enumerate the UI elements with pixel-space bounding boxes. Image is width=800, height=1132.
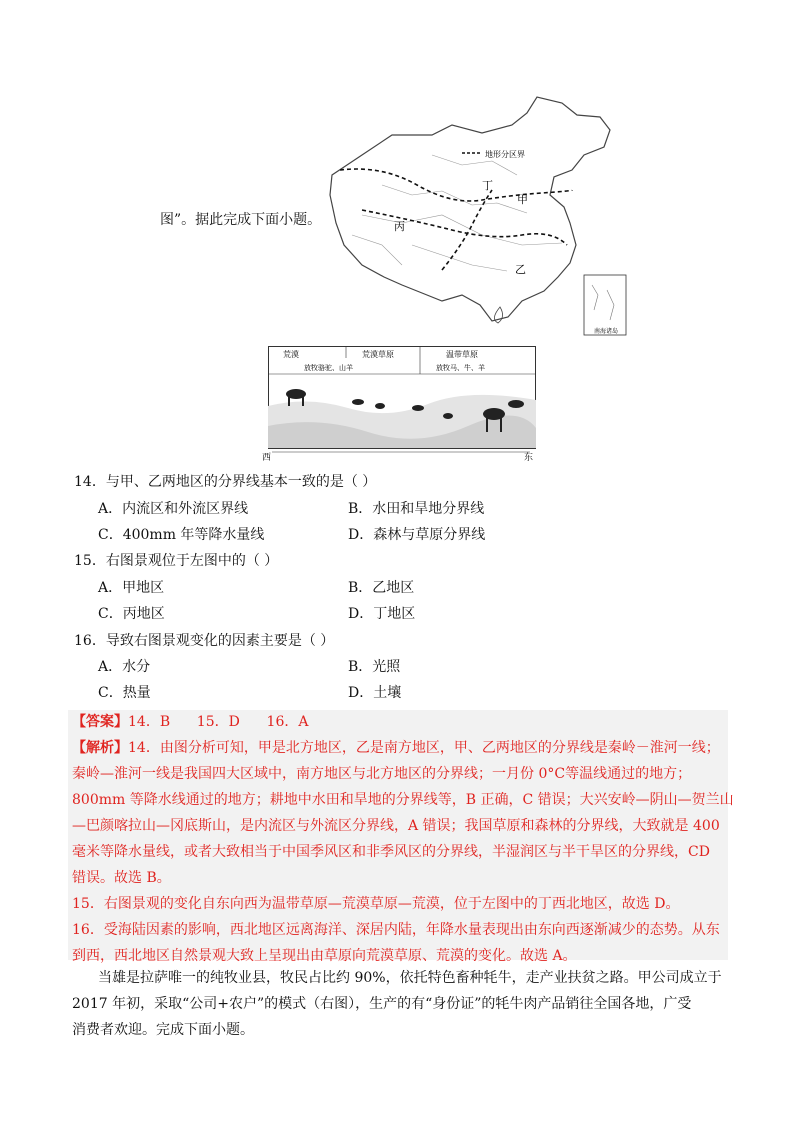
q16-option-d: D．土壤: [348, 685, 402, 701]
answer-line: [72, 709, 308, 735]
analysis-line-9: 到西，西北地区自然景观大致上呈现出由草原向荒漠草原、荒漠的变化。故选 A。: [72, 948, 577, 964]
q15-option-c: C．丙地区: [98, 606, 165, 622]
question-14-stem: 14．与甲、乙两地区的分界线基本一致的是（ ）: [74, 474, 377, 490]
label-bing: 丙: [394, 220, 405, 233]
analysis-line-1: 【解析】14．由图分析可知，甲是北方地区，乙是南方地区，甲、乙两地区的分界线是秦岭－淮河一线；: [72, 740, 720, 756]
q14-option-c: C．400mm 年等降水量线: [98, 527, 265, 543]
q14-option-a: A．内流区和外流区界线: [98, 501, 249, 517]
q14-option-d: D．森林与草原分界线: [348, 527, 486, 543]
analysis-line-2: 秦岭—淮河一线是我国四大区域中，南方地区与北方地区的分界线；一月份 0°C等温线通过的地方；: [72, 766, 692, 782]
landscape-diagram: [268, 346, 536, 454]
zone-desert: 荒漠: [283, 350, 299, 359]
passage-line-3: 消费者欢迎。完成下面小题。: [72, 1022, 254, 1038]
analysis-line-5: 毫米等降水量线，或者大致相当于中国季风区和非季风区的分界线，半湿润区与半干旱区的分界线，CD: [72, 844, 710, 860]
direction-east: 东: [524, 453, 534, 463]
zone-desert-steppe: 荒漠草原: [362, 350, 394, 359]
q15-option-b: B．乙地区: [348, 580, 415, 596]
q15-option-a: A．甲地区: [98, 580, 165, 596]
analysis-tag: 【解析】: [72, 740, 128, 756]
direction-west: 西: [262, 453, 272, 463]
q16-option-a: A．水分: [98, 659, 151, 675]
analysis-line-3: 800mm 等降水线通过的地方；耕地中水田和旱地的分界线等，B 正确，C 错误；大兴安岭—阴山—贺兰山: [72, 792, 734, 808]
question-16-stem: 16．导致右图景观变化的因素主要是（ ）: [74, 633, 335, 649]
label-yi: 乙: [515, 263, 526, 276]
map-legend: 地形分区界: [485, 150, 525, 159]
analysis-line-4: —巴颜喀拉山—冈底斯山，是内流区与外流区分界线，A 错误；我国草原和森林的分界线，大致就是 400: [72, 818, 720, 834]
herd-desert: 放牧骆驼、山羊: [304, 364, 353, 372]
analysis-line-8: 16．受海陆因素的影响，西北地区远离海洋、深居内陆，年降水量表现出由东向西逐渐减少的态势。从东: [72, 922, 720, 938]
question-15-stem: 15．右图景观位于左图中的（ ）: [74, 553, 279, 569]
passage-line-1: 当雄是拉萨唯一的纯牧业县，牧民占比约 90%，依托特色畜种牦牛，走产业扶贫之路。甲公司成立于: [98, 970, 722, 986]
q16-option-c: C．热量: [98, 685, 151, 701]
answer-tag: 【答案】: [72, 714, 128, 730]
herd-steppe: 放牧马、牛、羊: [436, 364, 485, 372]
label-jia: 甲: [517, 193, 528, 206]
passage-line-2: 2017 年初，采取“公司+农户”的模式（右图），生产的有“身份证”的牦牛肉产品销往全国各地，广受: [72, 996, 692, 1012]
q14-option-b: B．水田和旱地分界线: [348, 501, 485, 517]
intro-text: 图”。据此完成下面小题。: [160, 212, 322, 228]
q15-option-d: D．丁地区: [348, 606, 416, 622]
label-ding: 丁: [482, 179, 493, 192]
analysis-line-6: 错误。故选 B。: [72, 870, 171, 886]
answer-text: 14．B 15．D 16．A: [128, 714, 309, 730]
inset-label: 南海诸岛: [594, 328, 619, 335]
q16-option-b: B．光照: [348, 659, 401, 675]
china-map: [322, 95, 632, 340]
analysis-line-7: 15．右图景观的变化自东向西为温带草原—荒漠草原—荒漠，位于左图中的丁西北地区，故选 D。: [72, 896, 680, 912]
zone-steppe: 温带草原: [446, 350, 478, 359]
